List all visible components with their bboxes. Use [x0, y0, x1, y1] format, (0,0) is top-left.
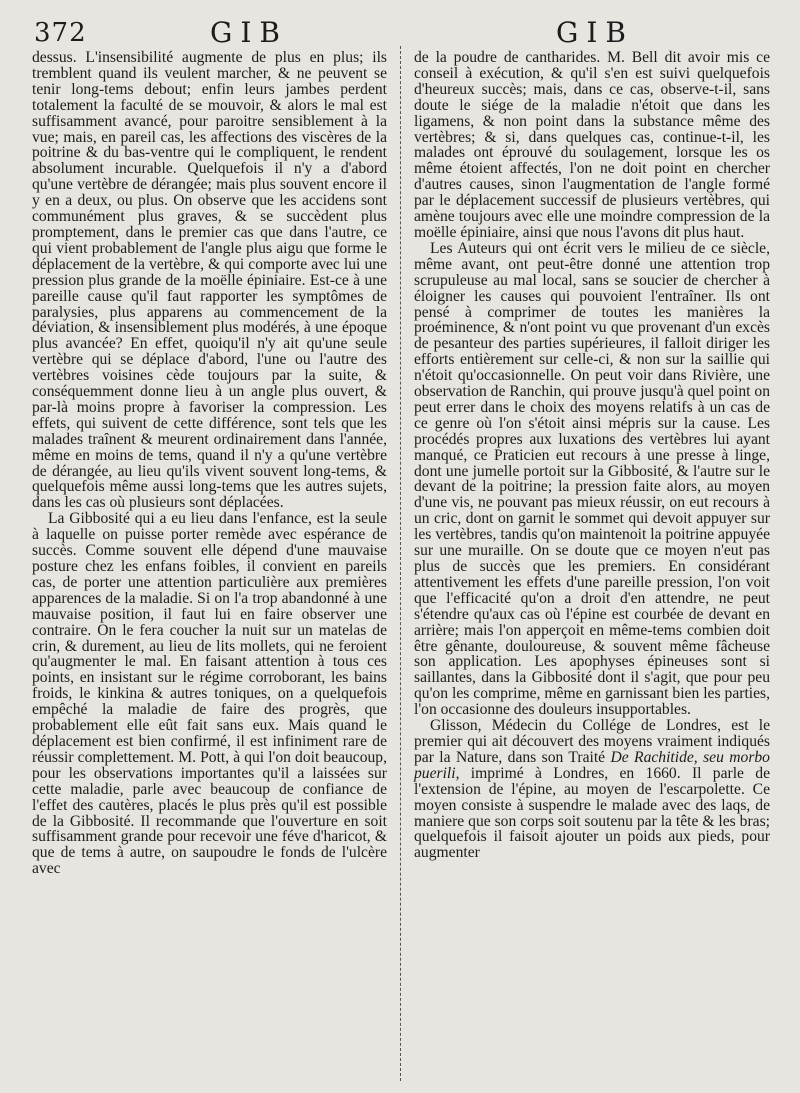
paragraph: dessus. L'insensibilité augmente de plus en plus; ils tremblent quand ils veulent marcher, & ne peuvent se tenir long-tems debout; enfin leurs jambes perdent totalement la faculté de se mouvoir, & alors le mal est suffisamment avancé, pour paroitre sensiblement à la vue; mais, en pareil cas, les affections des viscères de la poitrine & du bas-ventre qui le compliquent, le rendent absolument incurable. Quelquefois il n'y a d'abord qu'une vertèbre de dérangée; mais plus souvent encore il y en a deux, ou plus. On observe que les accidens sont communément plus graves, & se succèdent plus promptement, dans le premier cas que dans l'autre, ce qui vient probablement de l'angle plus aigu que forme le déplacement de la vertèbre, & qui comporte avec lui une pression plus grande de la moëlle épiniaire. Est-ce à une pareille cause qu'il faut rapporter les symptômes de paralysies, plus apparens au commencement de la déviation, & insensiblement plus modérés, à une époque plus avancée? En effet, quoiqu'il n'y ait qu'une seule vertèbre qui se déplace d'abord, l'une ou l'autre des vertèbres voisines cède toujours par la suite, & conséquemment donne lieu à un angle plus ouvert, & par-là moins propre à favoriser la compression. Les effets, qui suivent de cette différence, sont tels que les malades traînent & meurent ordinairement dans l'année, même en moins de tems, quand il n'y a qu'une vertèbre de dérangée, au lieu qu'ils vivent souvent long-tems, & quelquefois même aussi long-tems que les autres sujets, dans les cas où plusieurs sont déplacées.: [32, 49, 387, 512]
paragraph: La Gibbosité qui a eu lieu dans l'enfance, est la seule à laquelle on puisse porter remède avec espérance de succès. Comme souvent elle dépend d'une mauvaise posture chez les enfans foibles, il convient en pareils cas, de porter une attention particulière aux premières apparences de la maladie. Si on l'a trop abandonné à une mauvaise position, il faut lui en faire observer une contraire. On le fera coucher la nuit sur un matelas de crin, & durement, au lieu de lits mollets, qui ne feroient qu'augmenter le mal. En faisant attention à tous ces points, en insistant sur le régime corroborant, les bains froids, le kinkina & autres toniques, on a quelquefois empêché la maladie de faire des progrès, que probablement elle eût fait sans eux. Mais quand le déplacement est bien confirmé, il est infiniment rare de réussir complettement. M. Pott, à qui l'on doit beaucoup, pour les observations importantes qu'il a laissées sur cette maladie, parle avec beaucoup de confiance de l'effet des cautères, placés le plus près qu'il est possible de la Gibbosité. Il recommande que l'ouverture en soit suffisamment grande pour recevoir une féve d'haricot, & que de tems à autre, on saupoudre le fonds de l'ulcère avec: [32, 510, 387, 878]
running-head-left: GIB: [210, 16, 289, 49]
paragraph: de la poudre de cantharides. M. Bell dit avoir mis ce conseil à exécution, & qu'il s'en est suivi quelquefois d'heureux succès; mais, dans ce cas, observe-t-il, sans doute le siége de la maladie n'étoit que dans les ligamens, & non point dans la substance même des vertèbres; & si, dans quelques cas, continue-t-il, les malades ont éprouvé du soulagement, lorsque les os même étoient affectés, l'on ne doit point en chercher d'autres causes, sinon l'augmentation de l'angle formé par le déplacement successif de plusieurs vertèbres, qui amène toujours avec elle une moindre compression de la moëlle épiniaire, ainsi que nous l'avons dit plus haut.: [414, 49, 770, 241]
running-head-right: GIB: [556, 16, 635, 49]
paragraph: [414, 718, 770, 861]
left-column: [32, 50, 387, 877]
book-title: De Rachitide, seu morbo puerili: [414, 748, 770, 782]
paragraph: Les Auteurs qui ont écrit vers le milieu de ce siècle, même avant, ont peut-être donné une attention trop scrupuleuse au mal local, sans se soucier de chercher à éloigner les causes qui pouvoient l'entraîner. Ils ont pensé à comprimer de toutes les manières la proéminence, & n'ont point vu que provenant d'un excès de pesanteur des parties supérieures, il falloit diriger les efforts entièrement sur celle-ci, & non sur la saillie qui n'étoit qu'occasionnelle. On peut voir dans Rivière, une observation de Ranchin, qui prouve jusqu'à quel point on peut errer dans le choix des moyens relatifs à un cas de ce genre où l'on s'étoit ainsi mépris sur la cause. Les procédés propres aux luxations des vertèbres lui ayant manqué, ce Praticien eut recours à une presse à linge, dont une jumelle portoit sur la Gibbosité, & l'autre sur le devant de la poitrine; la pression faite alors, au moyen d'une vis, ne pouvant pas mieux réussir, on eut recours à un cric, dont on garnit le sommet qui devoit appuyer sur les vertèbres, tandis qu'on maintenoit la poitrine appuyée sur une muraille. On se doute que ce moyen n'eut pas plus de succès que les premiers. En considérant attentivement les effets d'une pareille pression, l'on voit que l'efficacité qu'on a droit d'en attendre, ne peut s'étendre qu'aux cas où l'épine est courbée de devant en arrière; mais l'on apperçoit en même-tems combien doit être gênante, douloureuse, & souvent même fâcheuse son application. Les apophyses épineuses sont si saillantes, dans la Gibbosité dont il s'agit, que pour peu qu'on les comprime, même en garnissant bien les parties, l'on occasionne des douleurs insupportables.: [414, 239, 770, 719]
right-column: [414, 50, 770, 861]
paragraph-text: Glisson, Médecin du Collége de Londres, est le premier qui ait découvert des moyens vraiment indiqués par la Nature, dans son Traité: [414, 717, 770, 766]
paragraph-text: , imprimé à Londres, en 1660. Il parle de l'extension de l'épine, au moyen de l'escarpolette. Ce moyen consiste à suspendre le malade avec des laqs, de maniere que son corps soit soutenu par la tête & les bras; quelquefois il faisoit ajouter un poids aux pieds, pour augmenter: [414, 764, 770, 862]
column-divider: [400, 46, 402, 1081]
page-number: 372: [34, 18, 87, 48]
page-header: [0, 14, 800, 50]
